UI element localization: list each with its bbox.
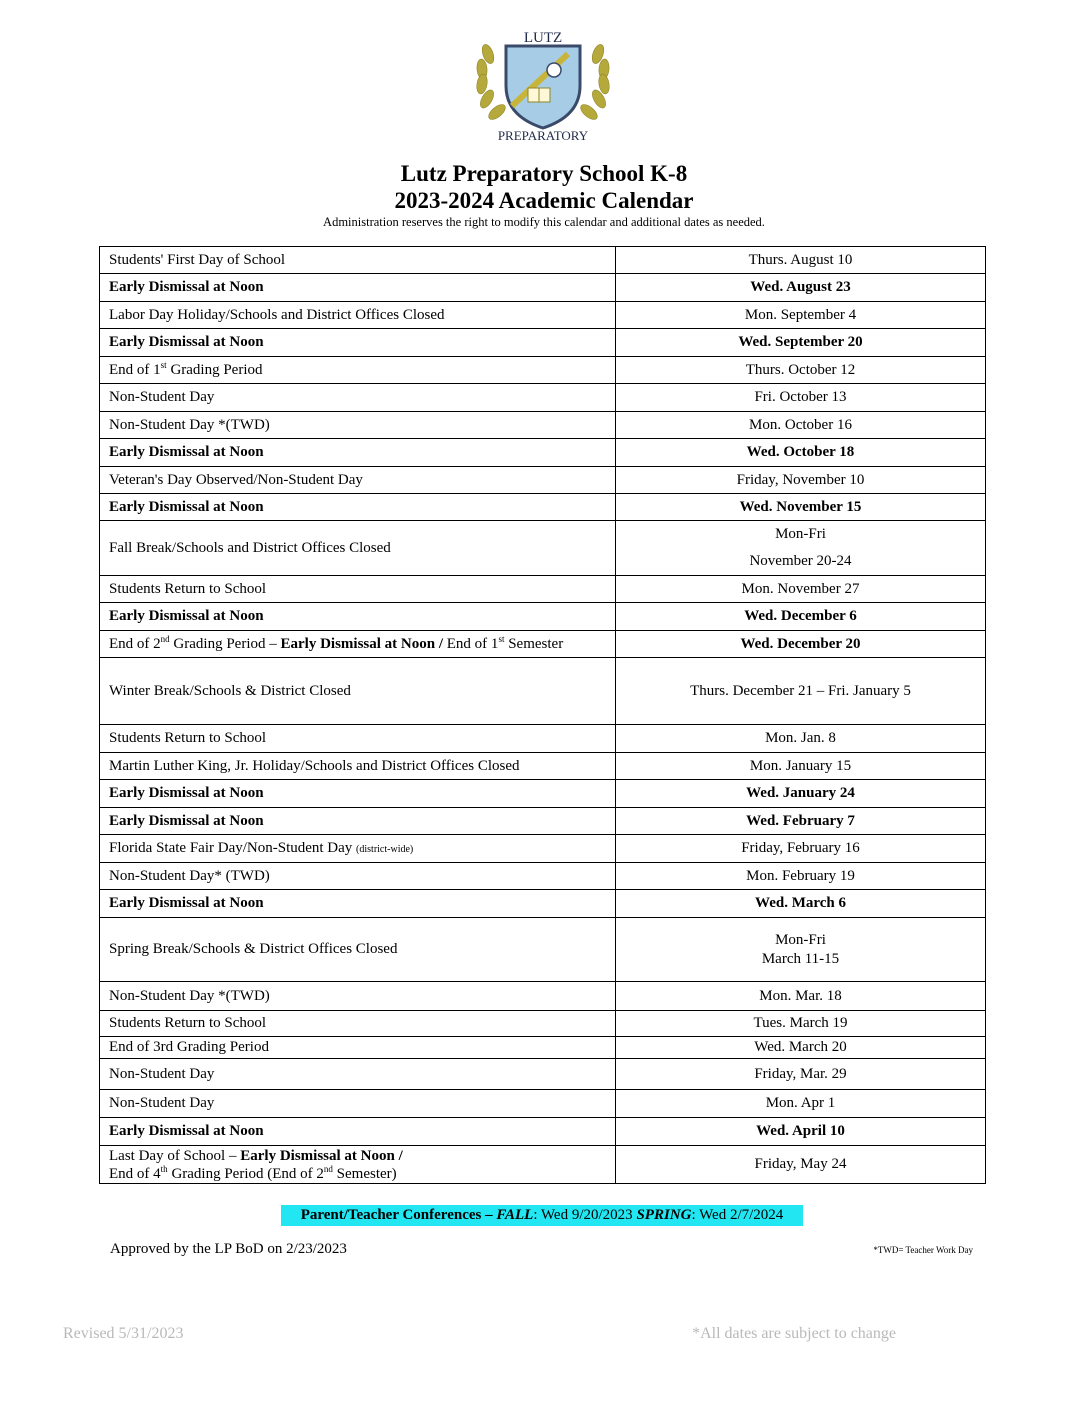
date-cell: Mon. September 4 <box>616 302 986 329</box>
table-row <box>100 658 986 725</box>
fall-label: FALL <box>496 1207 534 1223</box>
date-cell: Wed. March 6 <box>616 890 986 918</box>
subject-to-change-note: *All dates are subject to change <box>692 1325 896 1342</box>
event-cell: Early Dismissal at Noon <box>100 494 616 521</box>
event-cell: Early Dismissal at Noon <box>100 1118 616 1146</box>
table-row <box>100 494 986 521</box>
page-subtitle-year: 2023-2024 Academic Calendar <box>394 188 694 213</box>
disclaimer-text: Administration reserves the right to modify this calendar and additional dates as needed. <box>323 215 765 229</box>
event-cell: Veteran's Day Observed/Non-Student Day <box>100 467 616 494</box>
date-cell: Wed. December 20 <box>616 631 986 658</box>
logo-bottom-text: PREPARATORY <box>497 128 589 143</box>
date-cell: Friday, November 10 <box>616 467 986 494</box>
table-row <box>100 918 986 982</box>
fall-date: : Wed 9/20/2023 <box>533 1207 637 1223</box>
event-cell: Winter Break/Schools & District Closed <box>100 658 616 725</box>
date-cell: Mon. October 16 <box>616 412 986 439</box>
calendar-table <box>99 246 986 1184</box>
date-cell: Wed. January 24 <box>616 780 986 808</box>
event-cell: Martin Luther King, Jr. Holiday/Schools and District Offices Closed <box>100 753 616 780</box>
event-cell: Non-Student Day <box>100 384 616 412</box>
date-cell: Mon. Mar. 18 <box>616 982 986 1011</box>
event-cell: Early Dismissal at Noon <box>100 329 616 357</box>
event-cell: Early Dismissal at Noon <box>100 603 616 631</box>
table-row <box>100 357 986 384</box>
date-cell: Fri. October 13 <box>616 384 986 412</box>
event-cell: End of 2nd Grading Period – Early Dismissal at Noon / End of 1st Semester <box>100 631 616 658</box>
event-cell: Early Dismissal at Noon <box>100 780 616 808</box>
event-cell: Non-Student Day* (TWD) <box>100 863 616 890</box>
table-row <box>100 890 986 918</box>
date-cell: Friday, May 24 <box>616 1146 986 1184</box>
event-cell: Last Day of School – Early Dismissal at Noon / End of 4th Grading Period (End of 2nd Semester) <box>100 1146 616 1184</box>
date-cell: Mon. Jan. 8 <box>616 725 986 753</box>
date-cell: Wed. December 6 <box>616 603 986 631</box>
revised-date: Revised 5/31/2023 <box>63 1325 184 1342</box>
table-row <box>100 780 986 808</box>
event-cell: Students Return to School <box>100 1011 616 1037</box>
date-cell: Mon-Fri March 11-15 <box>616 918 986 982</box>
date-cell: Wed. October 18 <box>616 439 986 467</box>
event-cell: End of 1st Grading Period <box>100 357 616 384</box>
date-cell: Friday, February 16 <box>616 835 986 863</box>
table-row <box>100 439 986 467</box>
event-cell: Students Return to School <box>100 576 616 603</box>
event-cell: Early Dismissal at Noon <box>100 890 616 918</box>
table-row <box>100 467 986 494</box>
event-cell: Non-Student Day *(TWD) <box>100 982 616 1011</box>
date-cell: Wed. August 23 <box>616 274 986 302</box>
table-row <box>100 247 986 274</box>
event-cell: Early Dismissal at Noon <box>100 439 616 467</box>
table-row <box>100 1059 986 1090</box>
spring-label: SPRING <box>636 1207 692 1223</box>
table-row <box>100 631 986 658</box>
date-cell: Thurs. October 12 <box>616 357 986 384</box>
table-row <box>100 412 986 439</box>
event-cell: Fall Break/Schools and District Offices Closed <box>100 521 616 576</box>
event-cell: Students Return to School <box>100 725 616 753</box>
school-logo <box>468 24 618 144</box>
event-cell: Early Dismissal at Noon <box>100 808 616 835</box>
table-row <box>100 302 986 329</box>
date-cell: Wed. March 20 <box>616 1037 986 1059</box>
date-cell: Wed. November 15 <box>616 494 986 521</box>
table-row <box>100 863 986 890</box>
date-cell: Mon. Apr 1 <box>616 1090 986 1118</box>
date-cell: Tues. March 19 <box>616 1011 986 1037</box>
date-cell: Friday, Mar. 29 <box>616 1059 986 1090</box>
event-cell: Non-Student Day <box>100 1059 616 1090</box>
date-cell: Wed. February 7 <box>616 808 986 835</box>
table-row <box>100 576 986 603</box>
event-cell: Non-Student Day <box>100 1090 616 1118</box>
table-row <box>100 982 986 1011</box>
table-row <box>100 329 986 357</box>
page-title: Lutz Preparatory School K-8 <box>400 161 688 186</box>
table-row <box>100 1011 986 1037</box>
date-cell: Thurs. August 10 <box>616 247 986 274</box>
conferences-banner <box>281 1205 803 1226</box>
approval-note: Approved by the LP BoD on 2/23/2023 <box>110 1241 347 1257</box>
event-cell: Spring Break/Schools & District Offices Closed <box>100 918 616 982</box>
table-row <box>100 521 986 576</box>
conferences-label: Parent/Teacher Conferences – <box>300 1207 497 1223</box>
table-row <box>100 753 986 780</box>
table-row <box>100 274 986 302</box>
date-cell: Mon. November 27 <box>616 576 986 603</box>
table-row <box>100 1037 986 1059</box>
table-row <box>100 835 986 863</box>
date-cell: Mon. January 15 <box>616 753 986 780</box>
table-row <box>100 1090 986 1118</box>
event-cell: Students' First Day of School <box>100 247 616 274</box>
date-cell: Mon. February 19 <box>616 863 986 890</box>
twd-note: *TWD= Teacher Work Day <box>873 1245 973 1255</box>
table-row <box>100 1146 986 1184</box>
event-cell: Early Dismissal at Noon <box>100 274 616 302</box>
event-cell: End of 3rd Grading Period <box>100 1037 616 1059</box>
event-cell: Non-Student Day *(TWD) <box>100 412 616 439</box>
table-row <box>100 725 986 753</box>
table-row <box>100 1118 986 1146</box>
table-row <box>100 603 986 631</box>
logo-top-text: LUTZ <box>523 30 563 46</box>
table-row <box>100 808 986 835</box>
date-cell: Wed. April 10 <box>616 1118 986 1146</box>
date-cell: Thurs. December 21 – Fri. January 5 <box>616 658 986 725</box>
date-cell: Wed. September 20 <box>616 329 986 357</box>
event-cell: Labor Day Holiday/Schools and District Offices Closed <box>100 302 616 329</box>
spring-date: : Wed 2/7/2024 <box>691 1207 784 1223</box>
date-cell: Mon-Fri November 20-24 <box>616 521 986 576</box>
event-cell: Florida State Fair Day/Non-Student Day (district-wide) <box>100 835 616 863</box>
table-row <box>100 384 986 412</box>
